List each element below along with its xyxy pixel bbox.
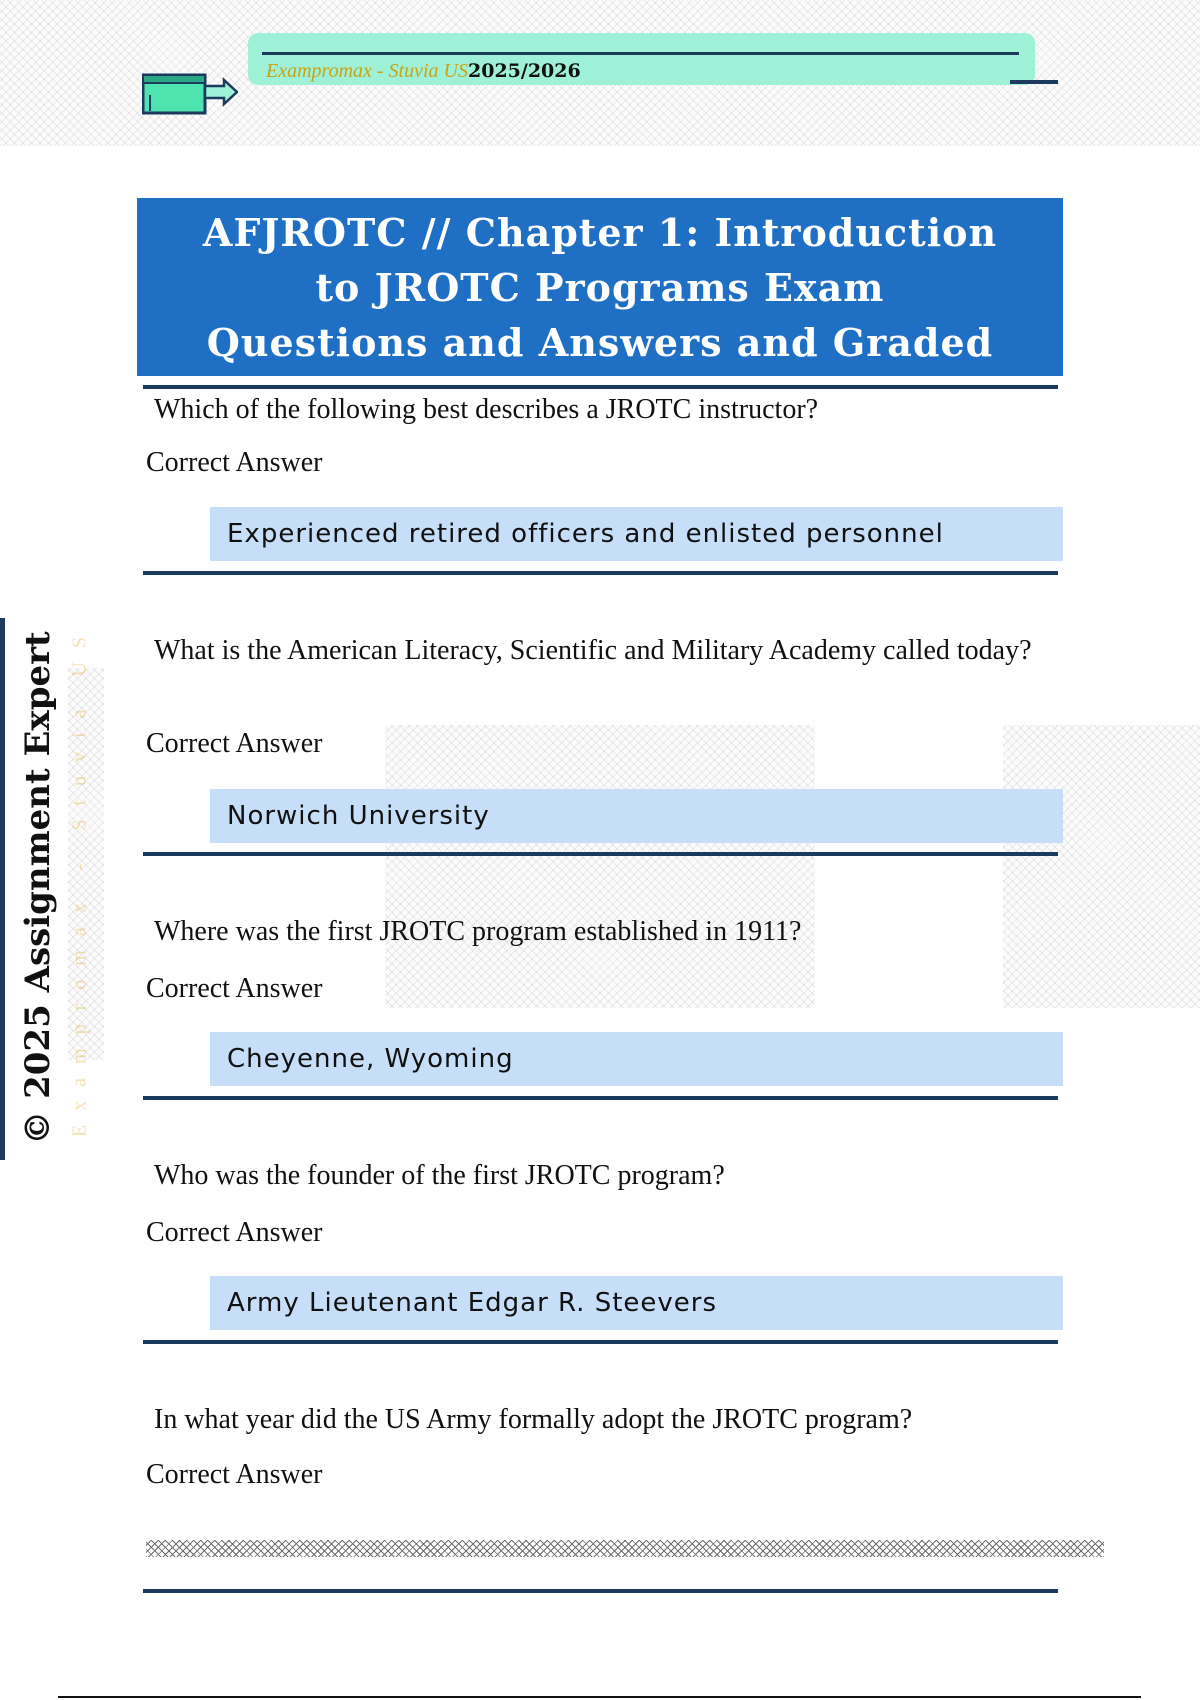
answer-box [210,1276,1063,1330]
answer-text: Norwich University [227,801,490,831]
side-watermark: © 2025 Assignment Expert [18,631,58,1145]
background-pattern-right [1003,725,1200,1008]
title-banner [137,198,1063,376]
question-text: Where was the first JROTC program established in 1911? [154,916,802,947]
answer-text: Cheyenne, Wyoming [227,1044,514,1074]
question-text: Who was the founder of the first JROTC program? [154,1160,725,1191]
answer-box [210,789,1063,843]
brand-name: Exampromax - Stuvia US [266,60,468,82]
question-divider [143,1589,1058,1593]
question-divider [143,385,1058,389]
answer-redacted [146,1540,1104,1557]
side-watermark-faded: Exampromax - Stuvia US [68,622,91,1138]
question-divider [143,571,1058,575]
question-divider [143,1340,1058,1344]
correct-answer-label: Correct Answer [146,1459,323,1490]
header-rule [262,52,1019,55]
question-text: What is the American Literacy, Scientific and Military Academy called today? [154,635,1032,666]
question-text: Which of the following best describes a JROTC instructor? [154,394,819,425]
key-icon [142,70,238,116]
header-text [266,60,581,83]
correct-answer-label: Correct Answer [146,973,323,1004]
question-text: In what year did the US Army formally adopt the JROTC program? [154,1404,913,1435]
page-title: AFJROTC // Chapter 1: Introduction to JROTC Programs Exam Questions and Answers and Graded [202,209,998,365]
correct-answer-label: Correct Answer [146,728,323,759]
header-rule-tail [1010,80,1058,84]
header-year: 2025/2026 [468,60,581,82]
answer-text: Experienced retired officers and enlisted personnel [227,519,944,549]
answer-text: Army Lieutenant Edgar R. Steevers [227,1288,718,1318]
footer-rule [58,1696,1141,1698]
answer-box [210,1032,1063,1086]
correct-answer-label: Correct Answer [146,447,323,478]
side-accent-bar [0,618,5,1160]
question-divider [143,852,1058,856]
answer-box [210,507,1063,561]
question-divider [143,1096,1058,1100]
correct-answer-label: Correct Answer [146,1217,323,1248]
background-pattern-middle [385,725,815,1008]
